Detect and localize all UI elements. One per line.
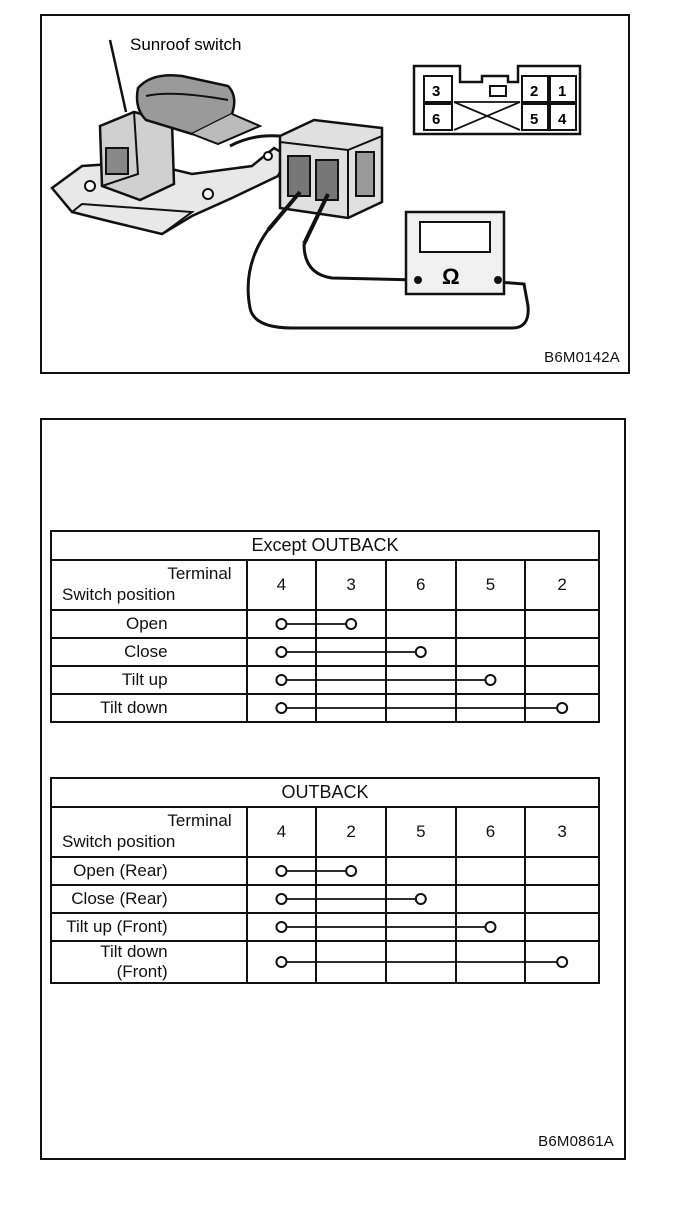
terminal-number: 5 <box>386 807 456 857</box>
terminal-number: 3 <box>316 560 386 610</box>
test-lead-red <box>304 244 418 280</box>
terminal-number: 6 <box>456 807 526 857</box>
table-row <box>51 666 599 694</box>
switch-position: Open (Rear) <box>51 857 247 885</box>
switch-position: Tilt up (Front) <box>51 913 247 941</box>
switch-illustration <box>42 16 628 372</box>
terminal-label: Terminal <box>167 564 232 583</box>
switch-position: Tilt down (Front) <box>51 941 247 983</box>
table-row <box>51 694 599 722</box>
switch-position: Close (Rear) <box>51 885 247 913</box>
switch-position: Tilt down <box>51 694 247 722</box>
terminal-number: 5 <box>456 560 526 610</box>
terminal-number: 2 <box>525 560 599 610</box>
switch-position: Tilt up <box>51 666 247 694</box>
table-row <box>51 885 599 913</box>
figure-code: B6M0142A <box>544 349 620 366</box>
terminal-label: Terminal <box>167 811 232 830</box>
table-header-cell <box>51 807 247 857</box>
switch-position-label: Switch position <box>62 585 176 604</box>
switch-position: Close <box>51 638 247 666</box>
harness-connector <box>280 120 382 218</box>
table-title: OUTBACK <box>51 778 599 807</box>
table-row <box>51 638 599 666</box>
table-header-cell <box>51 560 247 610</box>
connector-pin-layout <box>414 66 580 134</box>
pin-label: 5 <box>530 111 539 128</box>
terminal-number: 4 <box>247 560 317 610</box>
switch-position-label: Switch position <box>62 832 176 851</box>
switch-position: Open <box>51 610 247 638</box>
table-row <box>51 941 599 983</box>
pin-label: 4 <box>558 111 567 128</box>
table-title: Except OUTBACK <box>51 531 599 560</box>
continuity-table-except-outback <box>50 530 600 723</box>
ohm-symbol: Ω <box>442 264 460 289</box>
switch-illustration-panel <box>40 14 630 374</box>
sunroof-switch-label: Sunroof switch <box>130 35 242 54</box>
continuity-table-outback <box>50 777 600 984</box>
table-row <box>51 857 599 885</box>
pin-label: 3 <box>432 83 441 100</box>
table-row <box>51 913 599 941</box>
table-row <box>51 610 599 638</box>
pin-label: 2 <box>530 83 539 100</box>
terminal-number: 6 <box>386 560 456 610</box>
pin-label: 1 <box>558 83 567 100</box>
terminal-number: 2 <box>316 807 386 857</box>
terminal-number: 3 <box>525 807 599 857</box>
terminal-number: 4 <box>247 807 317 857</box>
ohmmeter <box>406 212 504 294</box>
figure-code: B6M0861A <box>538 1133 614 1150</box>
pin-label: 6 <box>432 111 441 128</box>
